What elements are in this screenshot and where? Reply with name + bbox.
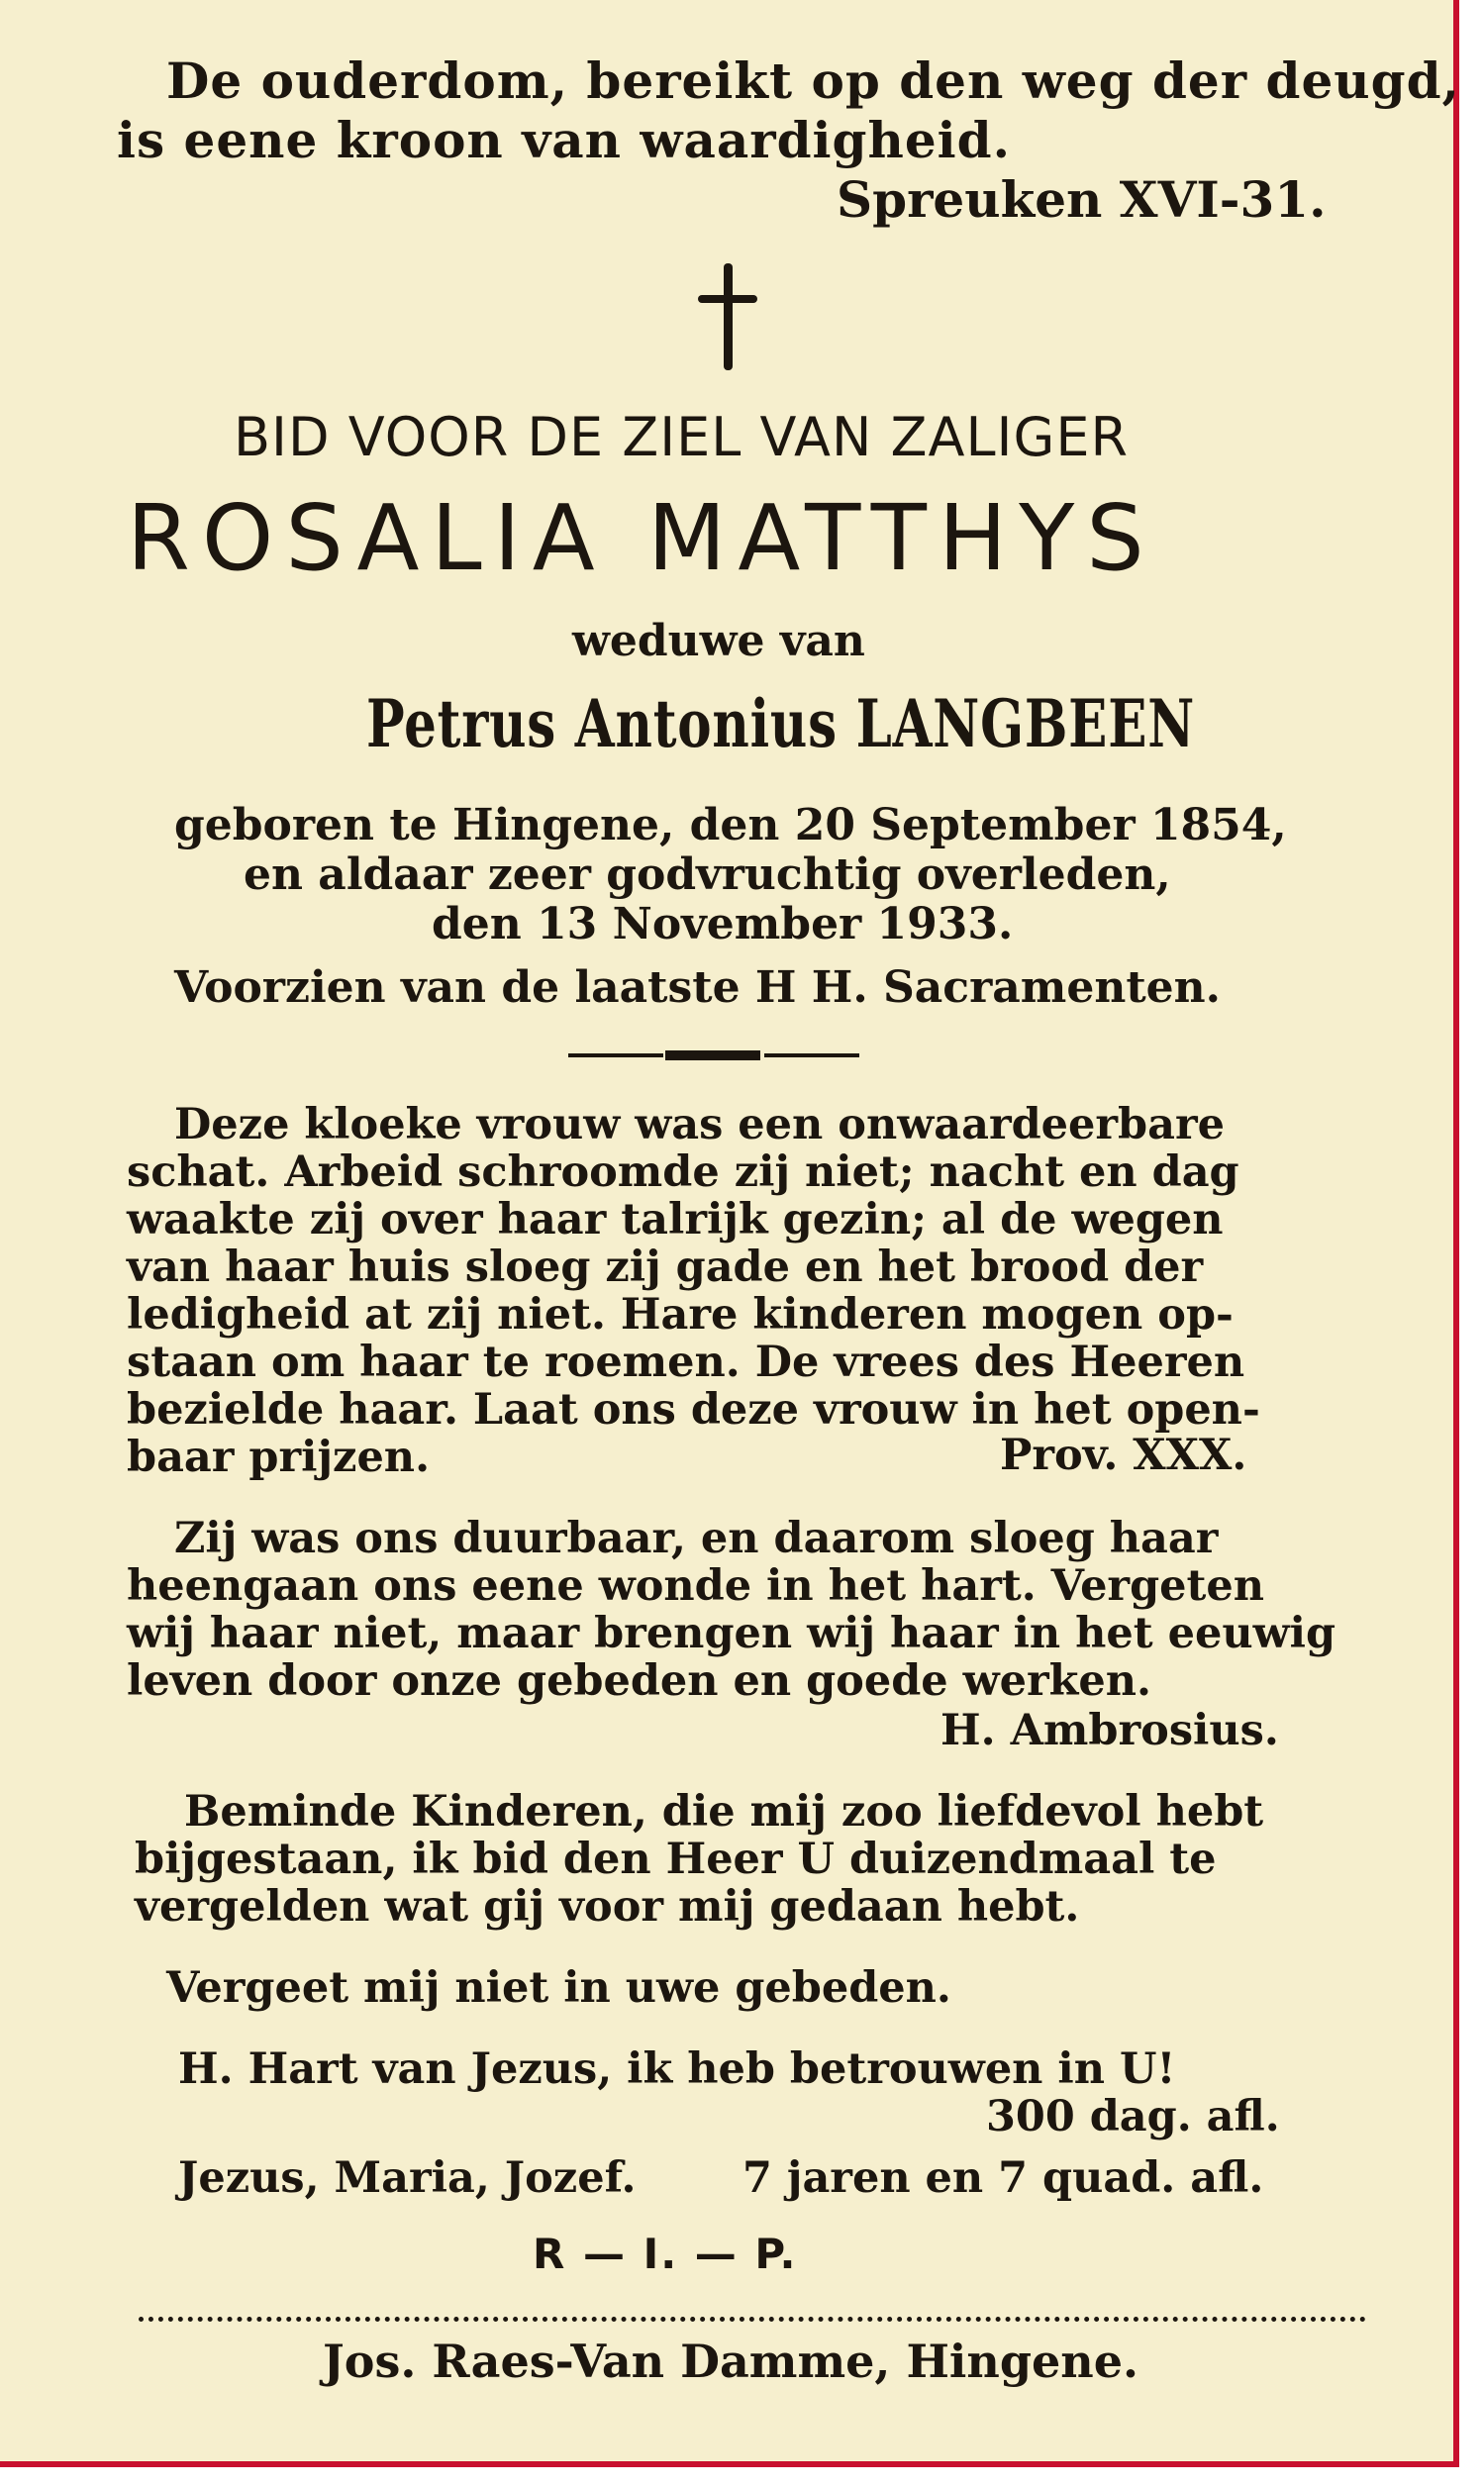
epigraph-source: Spreuken XVI-31. bbox=[837, 170, 1327, 229]
divider-center bbox=[665, 1050, 760, 1060]
paragraph2-line: wij haar niet, maar brengen wij haar in het eeuwig bbox=[127, 1609, 1336, 1658]
sacraments-line: Voorzien van de laatste H H. Sacramenten. bbox=[174, 962, 1221, 1013]
paragraph2-source: H. Ambrosius. bbox=[940, 1706, 1279, 1755]
paragraph1-line: waakte zij over haar talrijk gezin; al de wegen bbox=[127, 1195, 1224, 1244]
jmj-line: Jezus, Maria, Jozef. bbox=[178, 2153, 637, 2203]
paragraph1-line: van haar huis sloeg zij gade en het brood der bbox=[127, 1243, 1204, 1292]
cross-icon bbox=[698, 263, 757, 370]
paragraph1-line: schat. Arbeid schroomde zij niet; nacht en dag bbox=[127, 1147, 1239, 1197]
sacred-heart-line: H. Hart van Jezus, ik heb betrouwen in U! bbox=[178, 2044, 1176, 2094]
epigraph-line-1: De ouderdom, bereikt op den weg der deugd, bbox=[166, 51, 1460, 110]
paragraph2-line: heengaan ons eene wonde in het hart. Vergeten bbox=[127, 1561, 1264, 1611]
paragraph3-line: bijgestaan, ik bid den Heer U duizendmaal te bbox=[135, 1835, 1217, 1884]
paragraph3-line: Beminde Kinderen, die mij zoo liefdevol hebt bbox=[184, 1787, 1264, 1837]
epigraph-line-2: is eene kroon van waardigheid. bbox=[117, 111, 1012, 169]
forget-not-line: Vergeet mij niet in uwe gebeden. bbox=[166, 1963, 951, 2013]
husband-name: Petrus Antonius LANGBEEN bbox=[366, 685, 1196, 762]
page-margin-right bbox=[1459, 0, 1484, 2487]
sacred-heart-indulgence: 300 dag. afl. bbox=[986, 2092, 1280, 2141]
death-date: den 13 November 1933. bbox=[432, 899, 1014, 949]
death-line: en aldaar zeer godvruchtig overleden, bbox=[244, 849, 1171, 900]
paragraph1-line: staan om haar te roemen. De vrees des Heeren bbox=[127, 1338, 1245, 1387]
dotted-separator bbox=[139, 2317, 1366, 2322]
jmj-indulgence: 7 jaren en 7 quad. afl. bbox=[742, 2153, 1264, 2203]
divider-left bbox=[568, 1053, 663, 1057]
widow-of: weduwe van bbox=[572, 616, 865, 666]
paragraph1-source: Prov. XXX. bbox=[1000, 1431, 1247, 1480]
rip-line: R — I. — P. bbox=[533, 2230, 798, 2278]
paragraph1-line: baar prijzen. bbox=[127, 1433, 431, 1482]
paragraph1-line: ledigheid at zij niet. Hare kinderen mogen op- bbox=[127, 1290, 1234, 1340]
prayer-header: BID VOOR DE ZIEL VAN ZALIGER bbox=[234, 406, 1129, 468]
paragraph2-line: Zij was ons duurbaar, en daarom sloeg haar bbox=[174, 1514, 1219, 1563]
divider-right bbox=[764, 1053, 859, 1057]
paragraph1-line: bezielde haar. Laat ons deze vrouw in het open- bbox=[127, 1385, 1260, 1435]
deceased-name: ROSALIA MATTHYS bbox=[127, 485, 1156, 591]
paragraph1-line: Deze kloeke vrouw was een onwaardeerbare bbox=[174, 1100, 1225, 1149]
birth-line: geboren te Hingene, den 20 September 1854, bbox=[174, 800, 1287, 850]
paragraph2-line: leven door onze gebeden en goede werken. bbox=[127, 1656, 1152, 1706]
page-margin-bottom bbox=[0, 2467, 1484, 2487]
printer-line: Jos. Raes-Van Damme, Hingene. bbox=[323, 2335, 1138, 2388]
paragraph3-line: vergelden wat gij voor mij gedaan hebt. bbox=[135, 1882, 1080, 1932]
